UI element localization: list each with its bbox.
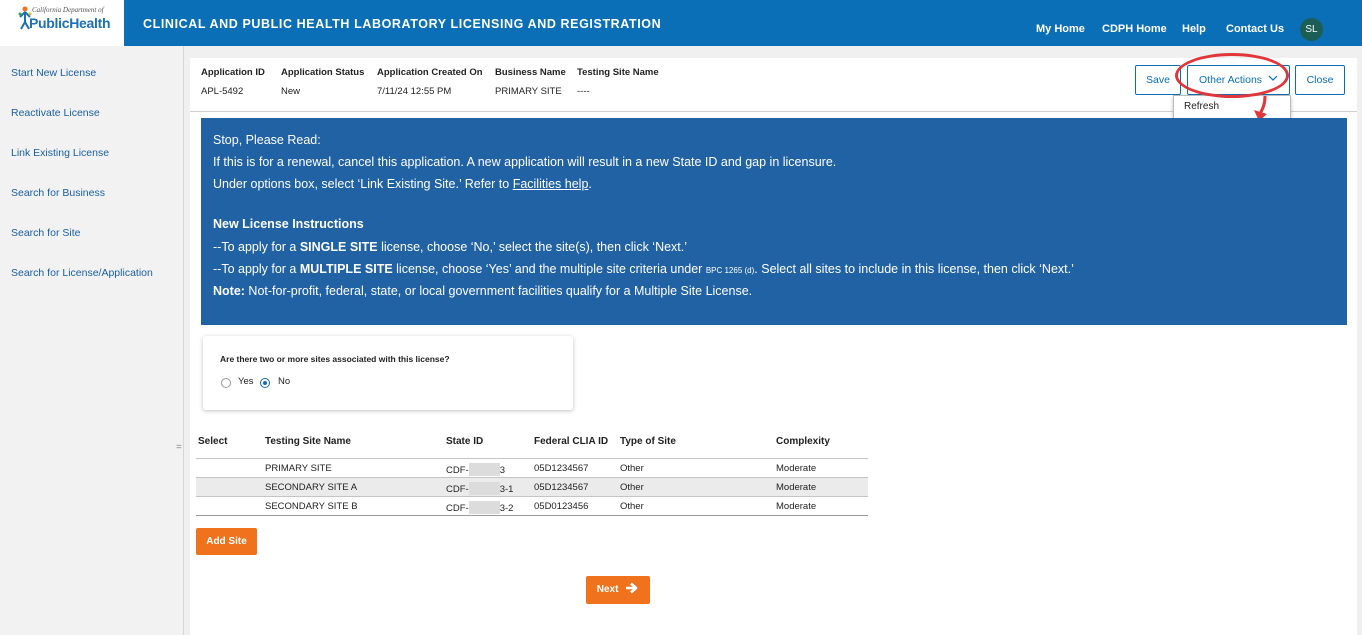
testing-site-name-value: ---- <box>577 86 590 97</box>
table-row[interactable] <box>196 458 868 477</box>
save-button[interactable]: Save <box>1135 65 1181 95</box>
col-header-select[interactable]: Select <box>198 436 228 447</box>
cell-complexity: Moderate <box>776 482 817 493</box>
table-row[interactable] <box>196 477 868 496</box>
radio-no-label[interactable]: No <box>278 376 291 387</box>
next-button[interactable] <box>586 576 650 604</box>
main-panel <box>190 58 1357 635</box>
nav-my-home[interactable]: My Home <box>1036 23 1085 35</box>
cell-state-id: CDF- 3-1 <box>446 484 514 495</box>
table-bottom-border <box>196 515 868 516</box>
notice-renewal-text: If this is for a renewal, cancel this application. A new application will result in a new State ID and gap in licensure. <box>213 155 837 169</box>
col-header-state-id[interactable]: State ID <box>446 436 484 447</box>
application-created-label: Application Created On <box>377 67 483 78</box>
business-name-label: Business Name <box>495 67 566 78</box>
application-status-value: New <box>281 86 301 97</box>
sidebar <box>0 46 184 635</box>
nav-cdph-home[interactable]: CDPH Home <box>1102 23 1167 35</box>
facilities-help-link[interactable]: Facilities help <box>512 177 589 191</box>
cell-type: Other <box>620 463 644 474</box>
logo-publichealth-text: PublicHealth <box>29 15 111 31</box>
radio-yes-label[interactable]: Yes <box>238 376 254 387</box>
col-header-federal-clia-id[interactable]: Federal CLIA ID <box>534 436 609 447</box>
app-title: CLINICAL AND PUBLIC HEALTH LABORATORY LICENSING AND REGISTRATION <box>143 17 662 31</box>
multiple-sites-question: Are there two or more sites associated with this license? <box>220 354 450 364</box>
multiple-site-instruction: --To apply for a MULTIPLE SITE license, choose ‘Yes’ and the multiple site criteria under BPC 1265 (d). Select all sites to include in this license, then click ‘Next.’ <box>213 262 1074 276</box>
cell-site-name: SECONDARY SITE B <box>265 501 358 512</box>
cell-complexity: Moderate <box>776 463 817 474</box>
panel-resize-handle[interactable]: = <box>176 442 182 453</box>
col-header-type-of-site[interactable]: Type of Site <box>620 436 676 447</box>
arrow-right-icon <box>625 582 639 594</box>
sidebar-item-start-new-license[interactable]: Start New License <box>11 67 97 79</box>
cell-site-name: PRIMARY SITE <box>265 463 332 474</box>
col-header-complexity[interactable]: Complexity <box>776 436 830 447</box>
cdph-logo[interactable] <box>0 0 124 46</box>
notice-link-existing-text: Under options box, select ‘Link Existing Site.’ Refer to Facilities help. <box>213 177 592 191</box>
user-avatar[interactable]: SL <box>1300 18 1323 41</box>
cell-complexity: Moderate <box>776 501 817 512</box>
radio-no[interactable] <box>260 378 270 388</box>
menu-item-refresh[interactable]: Refresh <box>1184 101 1220 112</box>
radio-yes[interactable] <box>221 378 231 388</box>
application-status-label: Application Status <box>281 67 365 78</box>
note-text: Note: Not-for-profit, federal, state, or local government facilities qualify for a Multiple Site License. <box>213 284 753 298</box>
sidebar-item-search-site[interactable]: Search for Site <box>11 227 81 239</box>
sidebar-item-reactivate-license[interactable]: Reactivate License <box>11 107 100 119</box>
cell-state-id: CDF- 3 <box>446 465 505 476</box>
next-label: Next <box>596 584 619 595</box>
table-row[interactable] <box>196 496 868 515</box>
top-bar <box>0 0 1362 46</box>
close-button[interactable]: Close <box>1295 65 1345 95</box>
logo-department-text: California Department of <box>32 6 104 14</box>
nav-contact-us[interactable]: Contact Us <box>1226 23 1285 35</box>
add-site-button[interactable]: Add Site <box>196 528 257 555</box>
application-created-value: 7/11/24 12:55 PM <box>377 86 452 97</box>
application-id-value: APL-5492 <box>201 86 244 97</box>
cell-state-id: CDF- 3-2 <box>446 503 514 514</box>
cell-clia-id: 05D0123456 <box>534 501 589 512</box>
cell-type: Other <box>620 482 644 493</box>
sidebar-item-link-existing-license[interactable]: Link Existing License <box>11 147 110 159</box>
single-site-instruction: --To apply for a SINGLE SITE license, choose ‘No,’ select the site(s), then click ‘Next.’ <box>213 240 688 254</box>
new-license-instructions-heading: New License Instructions <box>213 217 364 231</box>
redacted-block <box>469 463 500 476</box>
nav-help[interactable]: Help <box>1182 23 1206 35</box>
cell-type: Other <box>620 501 644 512</box>
cell-site-name: SECONDARY SITE A <box>265 482 358 493</box>
sidebar-item-search-business[interactable]: Search for Business <box>11 187 105 199</box>
sidebar-item-search-license-application[interactable]: Search for License/Application <box>11 267 153 279</box>
stop-please-read-notice <box>201 118 1347 325</box>
multiple-sites-question-card <box>203 336 573 410</box>
application-id-label: Application ID <box>201 67 265 78</box>
testing-site-name-label: Testing Site Name <box>577 67 659 78</box>
business-name-value: PRIMARY SITE <box>495 86 562 97</box>
annotation-oval-other-actions <box>1175 53 1289 98</box>
other-actions-label: Other Actions <box>1199 74 1263 86</box>
redacted-block <box>469 501 500 514</box>
cell-clia-id: 05D1234567 <box>534 463 589 474</box>
notice-heading: Stop, Please Read: <box>213 133 321 147</box>
cell-clia-id: 05D1234567 <box>534 482 589 493</box>
redacted-block <box>469 482 500 495</box>
col-header-testing-site-name[interactable]: Testing Site Name <box>265 436 351 447</box>
